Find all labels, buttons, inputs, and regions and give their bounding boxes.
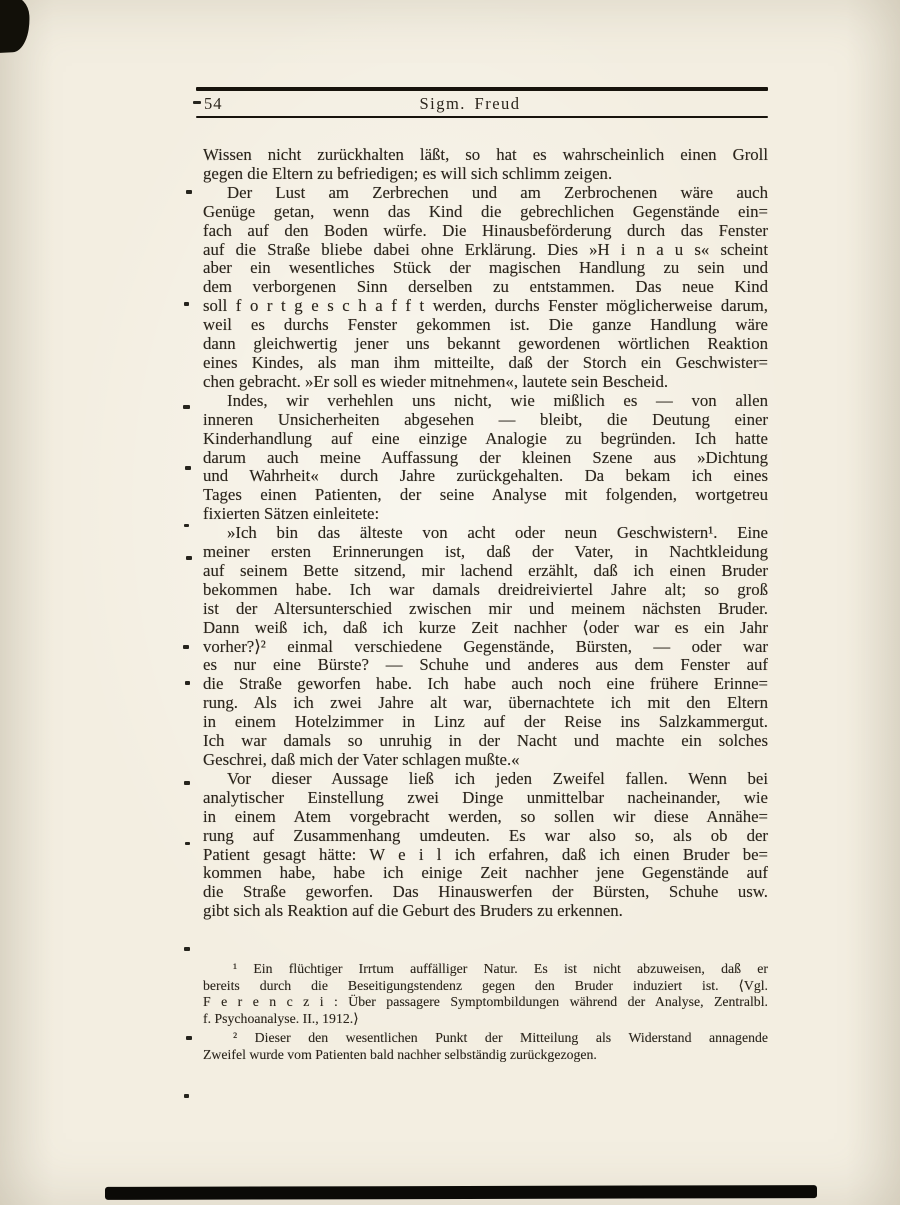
paragraph xyxy=(203,770,768,921)
text-line: Ich war damals so unruhig in der Nacht und machte ein solches xyxy=(203,731,768,751)
text-line: Vor dieser Aussage ließ ich jeden Zweifel fallen. Wenn bei xyxy=(227,768,768,788)
text-line: inneren Unsicherheiten abgesehen — bleibt, die Deutung einer xyxy=(203,409,768,429)
text-line: bereits durch die Beseitigungstendenz gegen den Bruder induziert ist. ⟨Vgl. xyxy=(203,977,768,993)
text-line: fach auf den Boden würfe. Die Hinausbeförderung durch das Fenster xyxy=(203,220,768,240)
text-line: auf die Straße bliebe dabei ohne Erklärung. Dies »H i n a u s« scheint xyxy=(203,239,768,259)
scan-speck xyxy=(184,947,190,951)
text-line: weil es durchs Fenster gekommen ist. Die ganze Handlung wäre xyxy=(203,315,768,335)
text-line: rung. Als ich zwei Jahre alt war, übernachtete ich mit den Eltern xyxy=(203,693,768,713)
text-line: die Straße geworfen. Das Hinauswerfen der Bürsten, Schuhe usw. xyxy=(203,882,768,902)
text-line: aber ein wesentliches Stück der magischen Handlung zu sein und xyxy=(203,258,768,278)
text-line: ¹ Ein flüchtiger Irrtum auffälliger Natur. Es ist nicht abzuweisen, daß er xyxy=(233,961,768,976)
text-line: Dann weiß ich, daß ich kurze Zeit nachher ⟨oder war es ein Jahr xyxy=(203,617,768,637)
text-line: kommen habe, habe ich einige Zeit nachher jene Gegenstände auf xyxy=(203,863,768,883)
paragraph xyxy=(203,392,768,524)
scan-speck xyxy=(183,405,190,409)
text-line: darum auch meine Auffassung der kleinen Szene aus »Dichtung xyxy=(203,447,768,467)
text-line: Patient gesagt hätte: W e i l ich erfahren, daß ich einen Bruder be= xyxy=(203,844,768,864)
text-line: dann gleichwertig jener uns bekannt gewordenen wörtlichen Reaktion xyxy=(203,334,768,354)
text-line: Der Lust am Zerbrechen und am Zerbrochenen wäre auch xyxy=(227,182,768,202)
scan-speck xyxy=(184,524,189,527)
header-rule-bottom xyxy=(196,116,768,118)
text-line: es nur eine Bürste? — Schuhe und anderes aus dem Fenster auf xyxy=(203,655,768,675)
body-text xyxy=(203,146,768,921)
text-line: gegen die Eltern zu befriedigen; es will sich schlimm zeigen. xyxy=(203,163,613,183)
scan-ink-blot-corner xyxy=(0,0,31,53)
text-line: Kinderhandlung auf eine einzige Analogie zu begründen. Ich hatte xyxy=(203,428,768,448)
header-row xyxy=(196,91,768,116)
text-line: Genüge getan, wenn das Kind die gebrechlichen Gegenstände ein= xyxy=(203,201,768,221)
text-line: meiner ersten Erinnerungen ist, daß der Vater, in Nachtkleidung xyxy=(203,542,768,562)
text-line: soll f o r t g e s c h a f f t werden, durchs Fenster möglicherweise darum, xyxy=(203,296,768,316)
text-line: dem verborgenen Sinn derselben zu entstammen. Das neue Kind xyxy=(203,277,768,297)
scan-speck xyxy=(185,842,190,845)
page-number: 54 xyxy=(204,94,223,113)
running-head: Sigm. Freud xyxy=(419,94,521,113)
text-line: »Ich bin das älteste von acht oder neun Geschwistern¹. Eine xyxy=(227,523,768,543)
text-line: Tages einen Patienten, der seine Analyse mit folgenden, wortgetreu xyxy=(203,485,768,505)
text-line: Geschrei, daß mich der Vater schlagen mußte.« xyxy=(203,750,520,769)
footnote xyxy=(203,961,768,1028)
text-line: ² Dieser den wesentlichen Punkt der Mitteilung als Widerstand annagende xyxy=(233,1029,768,1045)
paragraph xyxy=(203,146,768,184)
text-line: vorher?⟩² einmal verschiedene Gegenstände, Bürsten, — oder war xyxy=(203,636,768,656)
text-line: gibt sich als Reaktion auf die Geburt des Bruders zu erkennen. xyxy=(203,901,623,921)
text-line: fixierten Sätzen einleitete: xyxy=(203,504,380,524)
text-line: in einem Hotelzimmer in Linz auf der Reise ins Salzkammergut. xyxy=(203,712,768,732)
text-line: und Wahrheit« durch Jahre zurückgehalten. Da bekam ich eines xyxy=(203,466,768,486)
scan-speck xyxy=(186,190,192,194)
text-line: f. Psychoanalyse. II., 1912.⟩ xyxy=(203,1011,359,1027)
scan-speck xyxy=(186,556,192,560)
text-line: die Straße geworfen habe. Ich habe auch noch eine frühere Erinne= xyxy=(203,674,768,694)
text-line: Zweifel wurde vom Patienten bald nachher selbständig zurückgezogen. xyxy=(203,1046,597,1062)
text-line: ist der Altersunterschied zwischen mir und meinem nächsten Bruder. xyxy=(203,598,768,618)
paragraph xyxy=(203,184,768,392)
text-line: F e r e n c z i : Über passagere Symptombildungen während der Analyse, Zentralbl. xyxy=(203,994,768,1010)
scan-speck xyxy=(184,302,189,306)
text-line: Indes, wir verhehlen uns nicht, wie mißlich es — von allen xyxy=(227,390,768,410)
scan-speck xyxy=(186,1036,192,1040)
footnotes xyxy=(203,961,768,1065)
text-line: Wissen nicht zurückhalten läßt, so hat es wahrscheinlich einen Groll xyxy=(203,145,768,164)
text-line: analytischer Einstellung zwei Dinge unmittelbar nacheinander, wie xyxy=(203,787,768,807)
scan-speck xyxy=(185,466,191,470)
text-line: chen gebracht. »Er soll es wieder mitnehmen«, lautete sein Bescheid. xyxy=(203,371,669,391)
scan-speck xyxy=(184,781,190,785)
scan-shadow-bar xyxy=(105,1185,817,1200)
scan-speck xyxy=(185,681,190,685)
scan-speck xyxy=(183,645,189,649)
paragraph xyxy=(203,524,768,770)
scan-speck xyxy=(184,1094,189,1098)
footnote xyxy=(203,1030,768,1063)
text-line: auf seinem Bette sitzend, mir lachend erzählt, daß ich einen Bruder xyxy=(203,560,768,580)
text-line: bekommen habe. Ich war damals dreidreiviertel Jahre alt; so groß xyxy=(203,579,768,599)
text-line: eines Kindes, als man ihm mitteilte, daß der Storch ein Geschwister= xyxy=(203,352,768,372)
page-header xyxy=(196,87,768,118)
text-line: rung auf Zusammenhang umdeuten. Es war also so, als ob der xyxy=(203,825,768,845)
text-line: in einem Atem vorgebracht werden, so sollen wir diese Annähe= xyxy=(203,806,768,826)
